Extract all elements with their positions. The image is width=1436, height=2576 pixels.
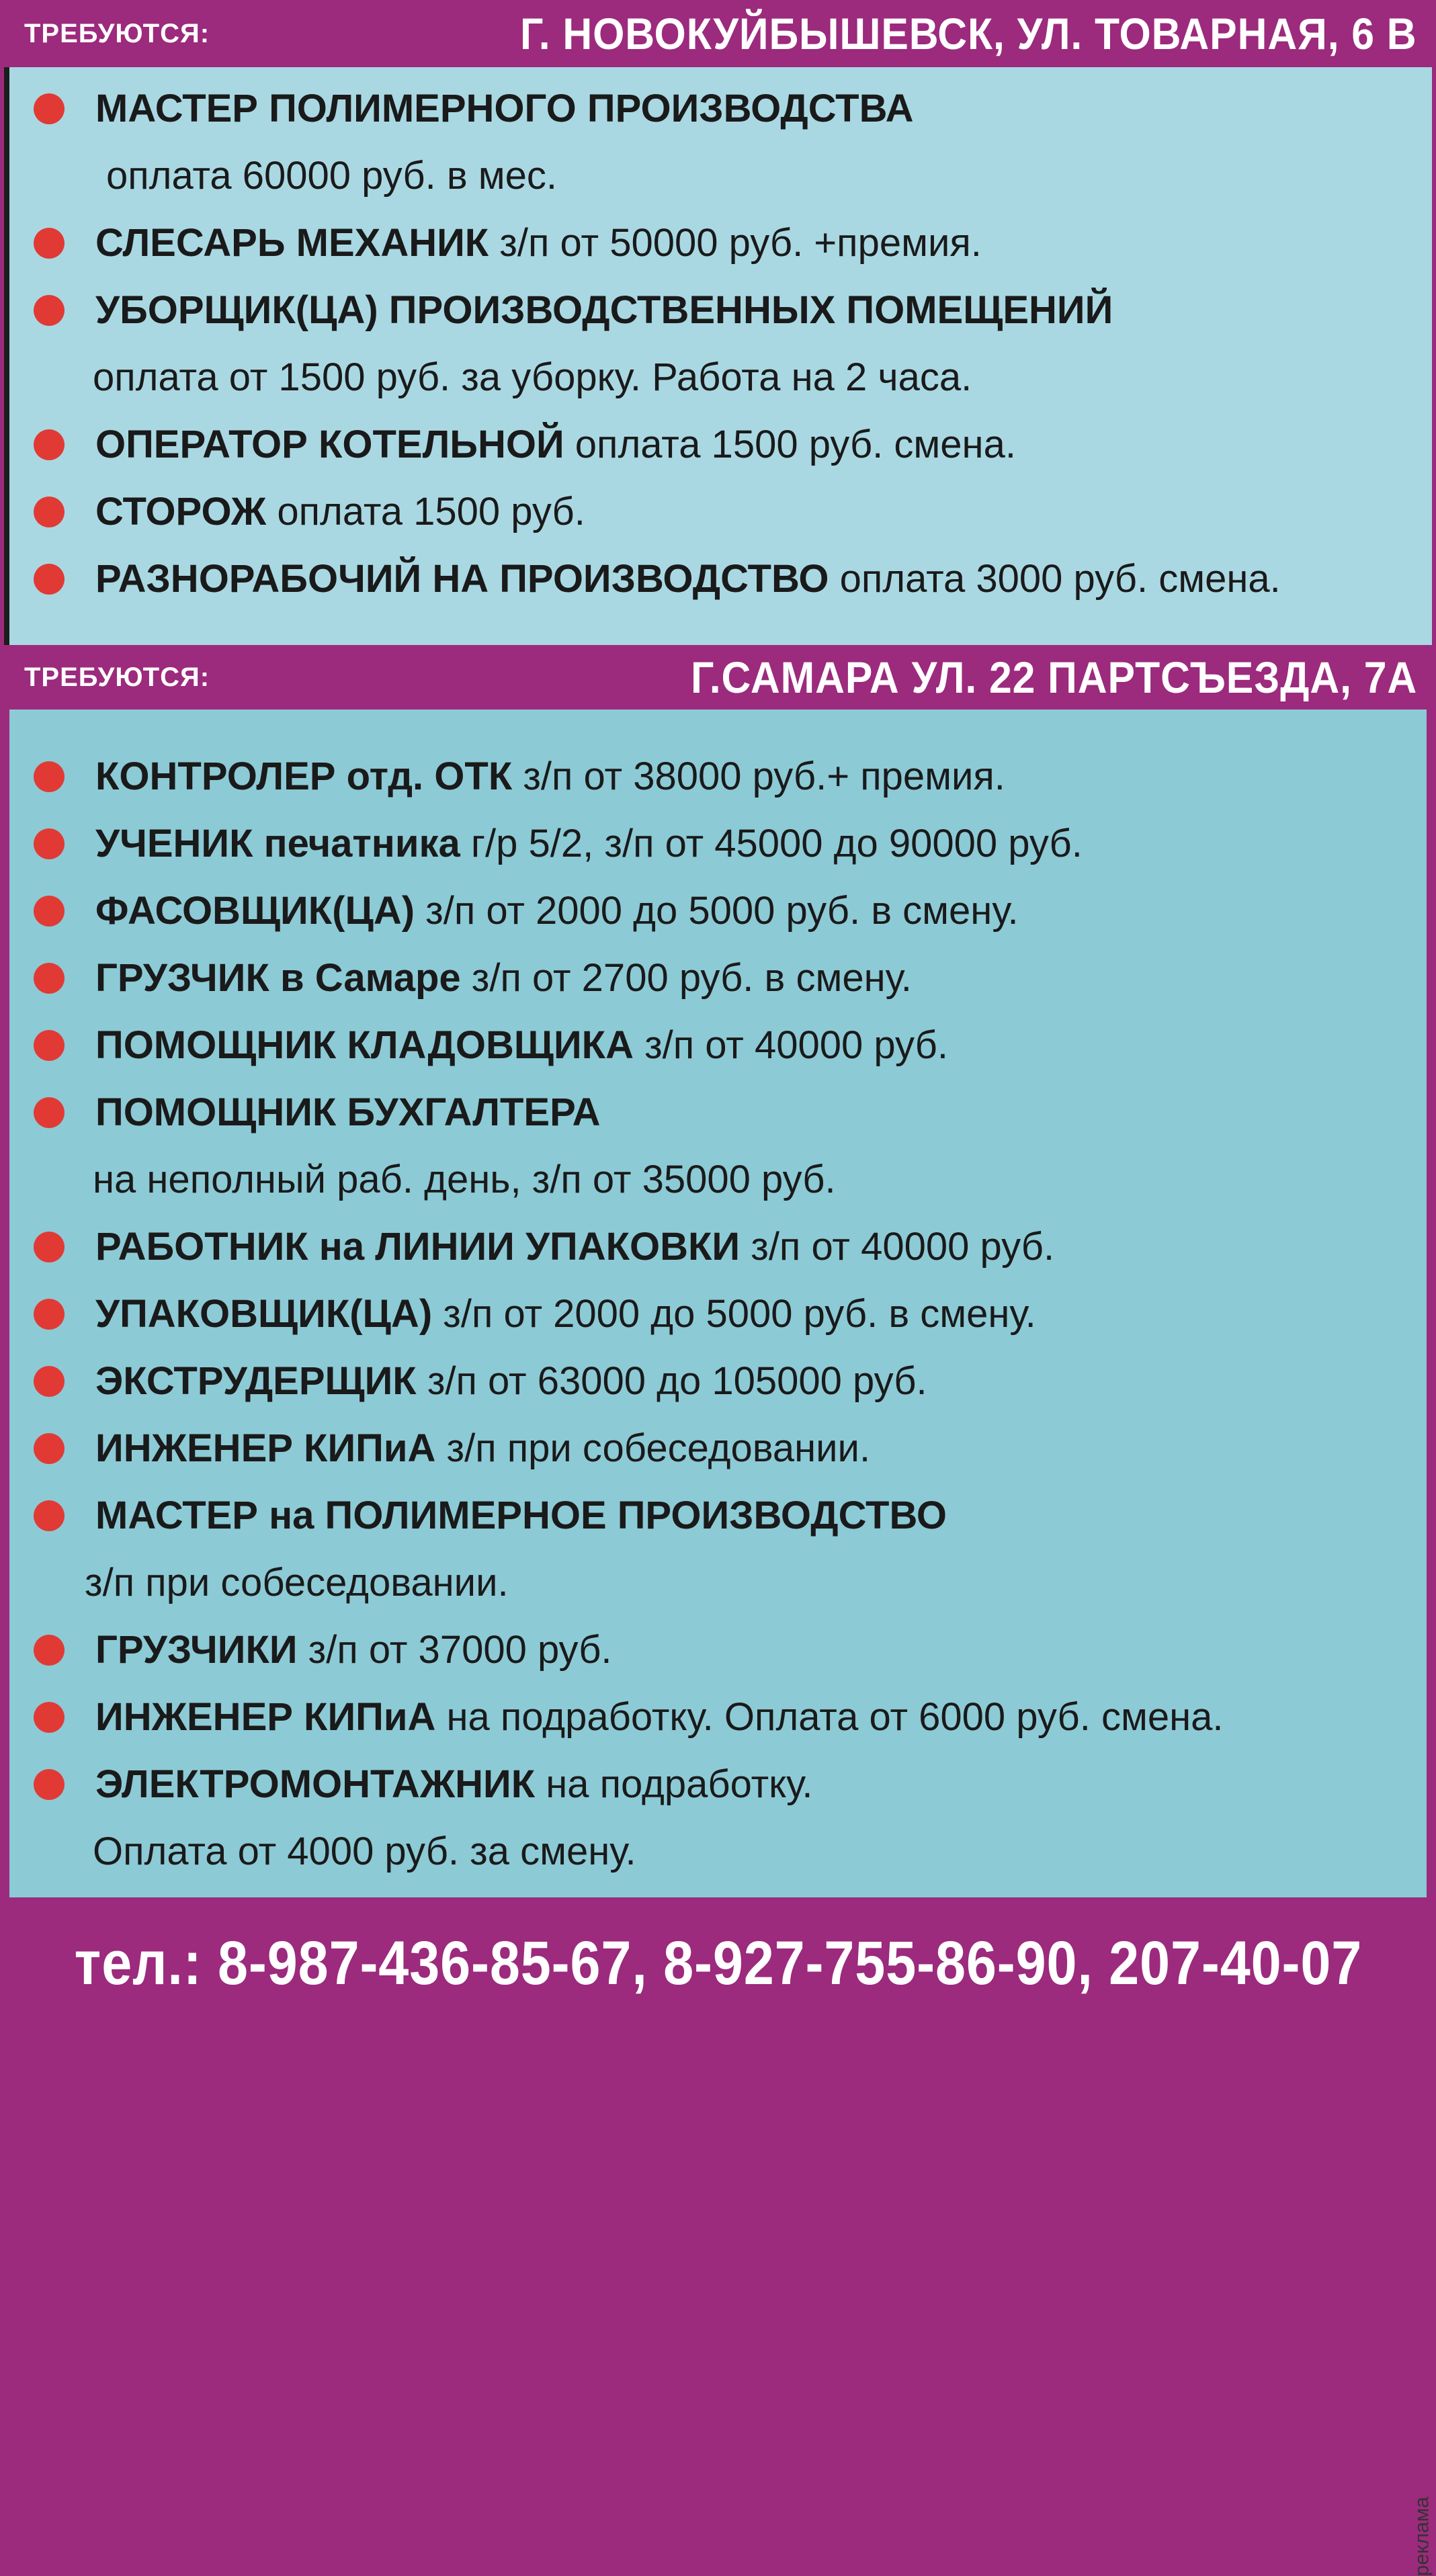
- bullet-dot-icon: [34, 1030, 65, 1061]
- advertising-mark: реклама: [1410, 2497, 1433, 2576]
- vacancy-title: МАСТЕР ПОЛИМЕРНОГО ПРОИЗВОДСТВА: [95, 87, 914, 130]
- bullet-dot-icon: [34, 1299, 65, 1330]
- vacancy-item: [9, 411, 1432, 478]
- vacancy-pay: оплата от 1500 руб. за уборку. Работа на 2 часа.: [93, 355, 972, 399]
- vacancy-item: [9, 810, 1427, 877]
- vacancy-title: МАСТЕР на ПОЛИМЕРНОЕ ПРОИЗВОДСТВО: [95, 1494, 947, 1537]
- vacancy-item: [9, 546, 1432, 613]
- vacancy-title: ФАСОВЩИК(ЦА): [95, 889, 415, 933]
- vacancy-title: ЭЛЕКТРОМОНТАЖНИК: [95, 1762, 536, 1806]
- section-label: ТРЕБУЮТСЯ:: [24, 18, 210, 48]
- vacancy-item: [9, 478, 1432, 546]
- bullet-dot-icon: [34, 1500, 65, 1531]
- vacancy-title: УЧЕНИК печатника: [95, 822, 460, 865]
- vacancy-pay: з/п от 2000 до 5000 руб. в смену.: [415, 889, 1019, 933]
- vacancy-item: [9, 1213, 1427, 1281]
- bullet-dot-icon: [34, 1097, 65, 1128]
- vacancy-item: [9, 1684, 1427, 1751]
- bullet-dot-icon: [34, 1635, 65, 1666]
- vacancy-title: РАЗНОРАБОЧИЙ НА ПРОИЗВОДСТВО: [95, 557, 829, 601]
- vacancy-pay: з/п от 2000 до 5000 руб. в смену.: [432, 1292, 1036, 1336]
- vacancy-pay: оплата 1500 руб.: [266, 490, 585, 533]
- vacancy-pay: з/п от 38000 руб.+ премия.: [512, 755, 1005, 798]
- vacancy-title: ГРУЗЧИК в Самаре: [95, 956, 461, 1000]
- bullet-dot-icon: [34, 896, 65, 927]
- vacancy-item: [9, 1482, 1427, 1617]
- bullet-dot-icon: [34, 564, 65, 595]
- vacancy-title: ИНЖЕНЕР КИПиА: [95, 1426, 436, 1470]
- vacancy-pay: на подработку.: [535, 1762, 813, 1806]
- vacancy-item: [9, 1415, 1427, 1482]
- vacancy-item: [9, 210, 1432, 277]
- vacancy-title: СТОРОЖ: [95, 490, 267, 533]
- bullet-dot-icon: [34, 963, 65, 994]
- vacancy-item: [9, 945, 1427, 1012]
- vacancy-item: [9, 877, 1427, 945]
- bullet-dot-icon: [34, 497, 65, 527]
- vacancy-pay: оплата 3000 руб. смена.: [829, 557, 1281, 601]
- bullet-dot-icon: [34, 761, 65, 792]
- bullet-dot-icon: [34, 1433, 65, 1464]
- vacancy-pay: оплата 1500 руб. смена.: [564, 423, 1016, 466]
- vacancy-item: [9, 277, 1432, 411]
- vacancy-title: СЛЕСАРЬ МЕХАНИК: [95, 221, 489, 265]
- vacancy-pay: г/р 5/2, з/п от 45000 до 90000 руб.: [460, 822, 1083, 865]
- address-heading: Г. НОВОКУЙБЫШЕВСК, УЛ. ТОВАРНАЯ, 6 В: [520, 9, 1417, 58]
- phone-numbers: тел.: 8-987-436-85-67, 8-927-755-86-90, 207-40-07: [74, 1929, 1362, 1998]
- vacancy-pay: з/п от 50000 руб. +премия.: [489, 221, 982, 265]
- vacancy-title: ПОМОЩНИК КЛАДОВЩИКА: [95, 1023, 634, 1067]
- vacancy-pay: на подработку. Оплата от 6000 руб. смена.: [435, 1695, 1224, 1739]
- vacancy-title: КОНТРОЛЕР отд. ОТК: [95, 755, 513, 798]
- header-samara: [0, 645, 1436, 710]
- vacancy-pay: з/п от 40000 руб.: [633, 1023, 948, 1067]
- bullet-dot-icon: [34, 1702, 65, 1733]
- vacancy-list: [9, 67, 1432, 613]
- bullet-dot-icon: [34, 429, 65, 460]
- vacancy-pay: з/п при собеседовании.: [85, 1561, 509, 1604]
- header-novokuibyshevsk: [0, 0, 1436, 67]
- vacancy-pay: оплата 60000 руб. в мес.: [106, 154, 558, 198]
- vacancy-item: [9, 75, 1432, 210]
- bullet-dot-icon: [34, 1232, 65, 1262]
- vacancy-title: ПОМОЩНИК БУХГАЛТЕРА: [95, 1090, 601, 1134]
- address-heading: Г.САМАРА УЛ. 22 ПАРТСЪЕЗДА, 7А: [690, 652, 1417, 702]
- vacancy-item: [9, 1348, 1427, 1415]
- vacancy-title: УПАКОВЩИК(ЦА): [95, 1292, 433, 1336]
- vacancy-pay: з/п от 2700 руб. в смену.: [460, 956, 912, 1000]
- vacancy-title: ГРУЗЧИКИ: [95, 1628, 298, 1672]
- vacancy-item: [9, 1012, 1427, 1079]
- vacancy-pay: на неполный раб. день, з/п от 35000 руб.: [93, 1158, 836, 1201]
- bullet-dot-icon: [34, 93, 65, 124]
- vacancy-pay-extra: Оплата от 4000 руб. за смену.: [93, 1830, 636, 1873]
- vacancy-pay: з/п при собеседовании.: [435, 1426, 871, 1470]
- vacancy-title: ЭКСТРУДЕРЩИК: [95, 1359, 417, 1403]
- vacancy-title: ИНЖЕНЕР КИПиА: [95, 1695, 436, 1739]
- vacancy-title: ОПЕРАТОР КОТЕЛЬНОЙ: [95, 423, 564, 466]
- vacancy-pay: з/п от 63000 до 105000 руб.: [416, 1359, 927, 1403]
- contact-phones-footer: [0, 1897, 1436, 2030]
- vacancy-item: [9, 1079, 1427, 1213]
- bullet-dot-icon: [34, 295, 65, 326]
- bullet-dot-icon: [34, 1366, 65, 1397]
- vacancies-panel-novokuibyshevsk: [4, 67, 1432, 645]
- bullet-dot-icon: [34, 228, 65, 259]
- bullet-dot-icon: [34, 1769, 65, 1800]
- vacancy-item: [9, 1751, 1427, 1885]
- vacancy-item: [9, 1617, 1427, 1684]
- vacancy-title: УБОРЩИК(ЦА) ПРОИЗВОДСТВЕННЫХ ПОМЕЩЕНИЙ: [95, 288, 1113, 332]
- section-label: ТРЕБУЮТСЯ:: [24, 662, 210, 692]
- vacancy-item: [9, 743, 1427, 810]
- bullet-dot-icon: [34, 828, 65, 859]
- vacancy-pay: з/п от 37000 руб.: [297, 1628, 612, 1672]
- vacancy-list: [9, 710, 1427, 1885]
- vacancy-title: РАБОТНИК на ЛИНИИ УПАКОВКИ: [95, 1225, 741, 1269]
- vacancy-pay: з/п от 40000 руб.: [740, 1225, 1055, 1269]
- vacancy-item: [9, 1281, 1427, 1348]
